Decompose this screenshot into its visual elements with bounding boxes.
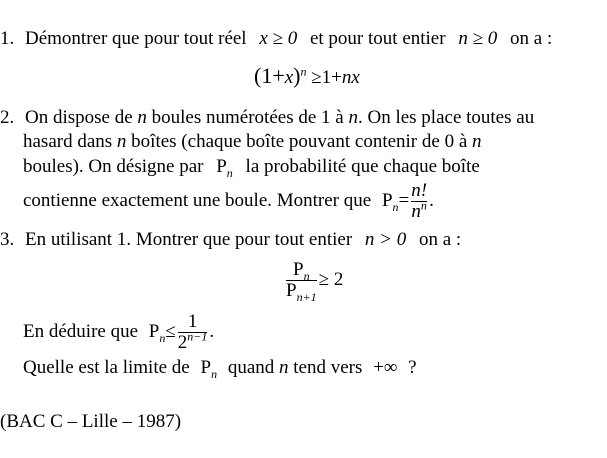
item-3-ratio-num-P: P	[293, 259, 304, 281]
item-2-l3-sub: n	[226, 165, 233, 180]
item-2-line-1	[0, 106, 534, 130]
item-2-l1-b: boules numérotées de 1 à	[151, 107, 344, 128]
item-2-l2-a: hasard dans	[23, 131, 113, 152]
item-3-l2-rel: ≤	[165, 321, 176, 342]
item-3-l2-sub: n	[159, 330, 166, 345]
item-3-l2-den-exp: n−1	[187, 329, 208, 344]
source-text: (BAC C – Lille – 1987)	[0, 411, 182, 432]
item-2-l4-P: P	[381, 190, 393, 211]
item-3-ratio-fraction	[286, 259, 317, 304]
item-3-l3-sub: n	[211, 366, 218, 381]
item-2-l4-dot: .	[429, 190, 434, 211]
item-1-cond-n: n ≥ 0	[458, 28, 498, 49]
item-3-ratio-rel: ≥ 2	[318, 269, 344, 290]
item-2-fraction	[411, 181, 427, 222]
item-3-l1-b: on a :	[418, 229, 462, 250]
formula-var: x	[284, 67, 294, 88]
item-3-l2-fraction	[178, 312, 208, 353]
item-2-l4-sub: n	[392, 199, 399, 214]
formula-exp: n	[300, 64, 307, 79]
item-3-ratio	[284, 255, 343, 305]
item-3-line-3	[23, 356, 417, 380]
item-2-l1-n: n	[137, 107, 147, 128]
item-3-l2-den-wrap	[177, 329, 208, 354]
item-3-ratio-den	[286, 280, 317, 304]
item-3-l3-n: n	[279, 357, 289, 378]
item-2-l1-c: . On les place toutes au	[357, 107, 535, 128]
item-2-line-3	[23, 155, 480, 179]
item-3-number: 3.	[0, 229, 15, 250]
item-2-l1-n2: n	[348, 107, 358, 128]
item-2-frac-den: n	[411, 201, 421, 223]
formula-rhs: nx	[341, 67, 360, 88]
item-2-l1-a: On dispose de	[25, 107, 133, 128]
item-2-l4-a: contienne exactement une boule. Montrer que	[23, 190, 372, 211]
item-3-l3-P: P	[200, 357, 212, 378]
item-3-l2-dot: .	[209, 321, 215, 342]
item-2-frac-den-wrap	[411, 198, 427, 223]
item-2-l2-n: n	[116, 131, 127, 152]
item-3-l3-q: ?	[408, 357, 417, 378]
formula-rel: ≥1+	[311, 67, 342, 88]
item-2-l2-n2: n	[472, 131, 482, 152]
item-3-ratio-den-sub: n+1	[296, 289, 317, 304]
item-1-text-a: Démontrer que pour tout réel	[25, 28, 247, 49]
item-3-l2-a: En déduire que	[23, 321, 139, 342]
item-3-l2-den: 2	[177, 332, 188, 354]
item-1-text-c: on a :	[510, 28, 553, 49]
item-2-l2-b: boîtes (chaque boîte pouvant contenir de 0 à	[131, 131, 468, 152]
item-1-number: 1.	[0, 28, 15, 49]
item-3-ratio-num-sub: n	[303, 268, 310, 283]
item-3-ratio-num	[286, 259, 317, 283]
item-2-l3-P: P	[216, 156, 227, 177]
item-2-number: 2.	[0, 107, 15, 128]
item-2-frac-den-exp: n	[420, 198, 427, 213]
item-1-line-1	[0, 27, 552, 51]
item-3-l1-a: En utilisant 1. Montrer que pour tout entier	[25, 229, 353, 250]
item-3-l2-P: P	[148, 321, 160, 342]
formula-close: )	[293, 63, 301, 88]
item-2-l4-eq: =	[398, 190, 410, 211]
formula-open: (1+	[254, 63, 285, 88]
item-3-line-2	[23, 312, 214, 353]
item-3-line-1	[0, 228, 461, 252]
item-2-l3-a: boules). On désigne par	[23, 156, 204, 177]
item-2-line-2	[23, 130, 482, 154]
item-3-l3-c: tend vers	[293, 357, 363, 378]
item-3-l3-a: Quelle est la limite de	[23, 357, 190, 378]
item-1-cond-x: x ≥ 0	[259, 28, 298, 49]
item-3-l3-inf: +∞	[373, 357, 398, 378]
item-1-formula	[254, 64, 360, 90]
source-line	[0, 410, 181, 434]
item-1-text-b: et pour tout entier	[309, 28, 446, 49]
item-2-line-4	[23, 181, 434, 222]
item-3-l3-b: quand	[227, 357, 275, 378]
item-3-l2-num: 1	[187, 311, 198, 333]
item-2-l3-b: la probabilité que chaque boîte	[245, 156, 480, 177]
item-2-frac-num: n!	[411, 180, 428, 202]
item-3-l1-cond: n > 0	[364, 229, 407, 250]
item-3-ratio-den-P: P	[286, 280, 297, 302]
